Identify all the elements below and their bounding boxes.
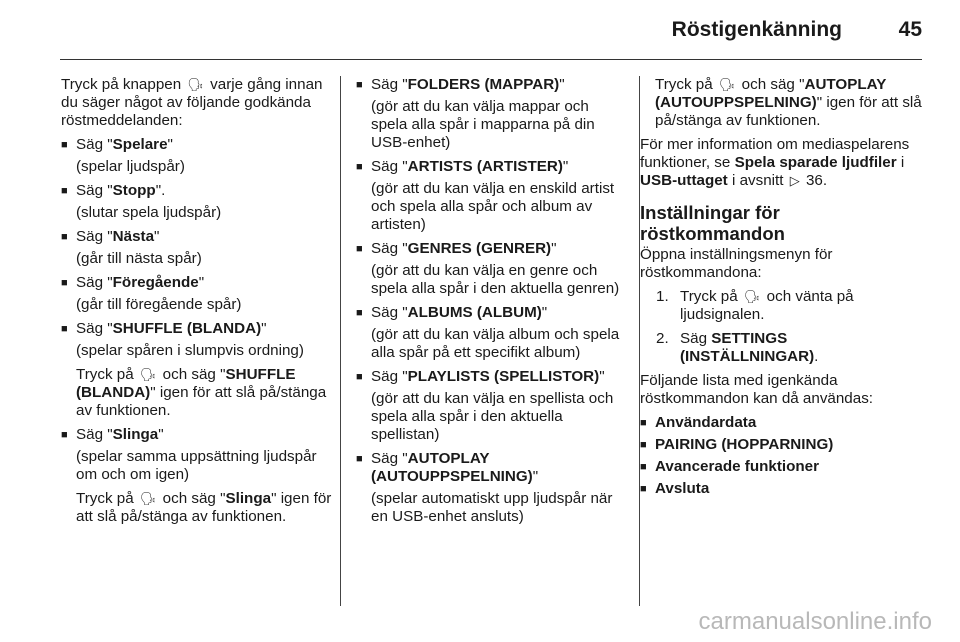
list-item: ■ Säg "GENRES (GENRER)" (356, 240, 628, 258)
list-item: ■ Avancerade funktioner (640, 458, 925, 476)
list-item: ■ Säg "PLAYLISTS (SPELLISTOR)" (356, 368, 628, 386)
voice-command-icon: 🗣︎ (743, 289, 761, 304)
item-description: (gör att du kan välja en spellista och spela alla spår i den aktuella spellistan) (371, 390, 614, 443)
page-reference-icon: ▷ (789, 173, 800, 188)
list-item: ■ Säg "ARTISTS (ARTISTER)" (356, 158, 628, 176)
item-description: (gör att du kan välja mappar och spela alla spår i mapparna på din USB-enhet) (371, 98, 595, 151)
item-description: (gör att du kan välja album och spela alla spår på ett specifikt album) (371, 326, 620, 361)
list-item: ■ Avsluta (640, 480, 925, 498)
watermark: carmanualsonline.info (698, 608, 932, 635)
list-item: ■ Säg "Spelare" (61, 136, 333, 154)
column-1 (61, 76, 333, 532)
page-title: Röstigenkänning (671, 18, 842, 41)
list-item: ■ PAIRING (HOPPARNING) (640, 436, 925, 454)
info-paragraph: För mer information om mediaspelarens funktioner, se Spela sparade ljudfiler i USB-uttaget i avsnitt ▷ 36. (640, 136, 910, 189)
voice-command-icon: 🗣︎ (139, 491, 157, 506)
item-description: (slutar spela ljudspår) (76, 204, 222, 221)
item-description: (går till föregående spår) (76, 296, 242, 313)
section-intro: Öppna inställningsmenyn för röstkommandona: (640, 246, 833, 281)
item-description: (gör att du kan välja en enskild artist och spela alla spår och album av artisten) (371, 180, 615, 233)
voice-command-icon: 🗣︎ (718, 77, 736, 92)
list-item: ■ Säg "Föregående" (61, 274, 333, 292)
intro-text: Tryck på knappen 🗣︎ varje gång innan du säger något av följande godkända röstmeddelanden: (61, 76, 323, 129)
voice-command-icon: 🗣︎ (139, 367, 157, 382)
page-number: 45 (898, 18, 922, 41)
column-3 (640, 76, 925, 502)
voice-command-icon: 🗣︎ (187, 77, 204, 92)
list-item: ■ Säg "AUTOPLAY (AUTOUPPSPELNING)" (356, 450, 628, 486)
list-item: ■ Säg "Nästa" (61, 228, 333, 246)
header-rule (60, 59, 922, 60)
list-item: ■ Säg "Slinga" (61, 426, 333, 444)
list-item: ■ Säg "ALBUMS (ALBUM)" (356, 304, 628, 322)
column-divider (340, 76, 341, 606)
list-item: ■ Säg "FOLDERS (MAPPAR)" (356, 76, 628, 94)
item-tip: Tryck på 🗣︎ och säg "SHUFFLE (BLANDA)" igen för att slå på/stänga av funktionen. (76, 366, 327, 419)
numbered-step: 2. Säg SETTINGS (INSTÄLLNINGAR). (656, 330, 819, 365)
list-item: ■ Säg "SHUFFLE (BLANDA)" (61, 320, 333, 338)
section-heading: Inställningar för röstkommandon (640, 202, 785, 244)
list-item: ■ Säg "Stopp". (61, 182, 333, 200)
item-description: (spelar samma uppsättning ljudspår om och om igen) (76, 448, 317, 483)
list-intro: Följande lista med igenkända röstkommandon kan då användas: (640, 372, 874, 407)
item-description: (spelar ljudspår) (76, 158, 185, 175)
item-description: (går till nästa spår) (76, 250, 202, 267)
list-item: ■ Användardata (640, 414, 925, 432)
item-description: (gör att du kan välja en genre och spela alla spår i den aktuella genren) (371, 262, 620, 297)
page-header (0, 0, 960, 62)
item-tip: Tryck på 🗣︎ och säg "AUTOPLAY (AUTOUPPSPELNING)" igen för att slå på/stänga av funktionen. (655, 76, 922, 129)
item-description: (spelar automatiskt upp ljudspår när en USB-enhet ansluts) (371, 490, 613, 525)
item-description: (spelar spåren i slumpvis ordning) (76, 342, 304, 359)
numbered-step: 1. Tryck på 🗣︎ och vänta på ljudsignalen. (656, 288, 854, 323)
column-2 (356, 76, 628, 532)
item-tip: Tryck på 🗣︎ och säg "Slinga" igen för att slå på/stänga av funktionen. (76, 490, 332, 525)
